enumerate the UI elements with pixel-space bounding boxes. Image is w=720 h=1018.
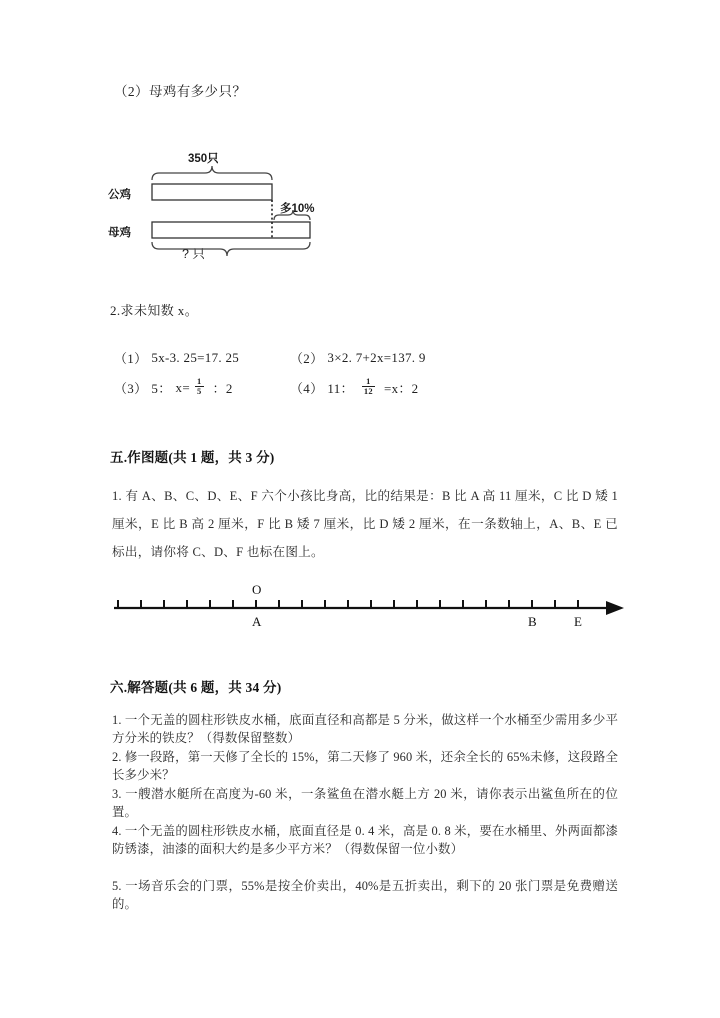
number-line-label-O: O	[252, 582, 262, 597]
bar-difference-label: 多10%	[280, 203, 315, 215]
equation-4-prefix: 11：	[327, 381, 354, 396]
bar-diagram-graphic	[100, 150, 460, 265]
section-six-question-5: 5. 一场音乐会的门票，55%是按全价卖出，40%是五折卖出，剩下的 20 张门票是免费赠送的。	[112, 879, 618, 911]
number-line-label-E: E	[574, 614, 582, 629]
axis-arrow-icon	[606, 601, 624, 615]
equation-4	[290, 378, 418, 397]
bar-top-brace-label: 350只	[188, 153, 219, 165]
equation-4-denominator: 12	[363, 386, 373, 396]
difference-brace-icon	[274, 210, 310, 220]
bar-row1-label: 公鸡	[108, 189, 131, 201]
equation-1-index: （1）	[114, 351, 148, 366]
chicken-bar-diagram	[100, 150, 460, 265]
equation-3-denominator: 5	[196, 386, 202, 396]
equation-3-fraction	[195, 377, 204, 396]
question-2-prompt: （2）母鸡有多少只？	[114, 84, 247, 99]
number-line-label-B: B	[528, 614, 537, 629]
equation-3-index: （3）	[114, 381, 148, 396]
rooster-bar	[152, 184, 272, 200]
section-six-question-1: 1. 一个无盖的圆柱形铁皮水桶，底面直径和高都是 5 分米，做这样一个水桶至少需用多少平方分米的铁皮？（得数保留整数）	[112, 713, 618, 745]
equation-4-numerator: 1	[366, 376, 371, 387]
number-line-graphic	[100, 578, 640, 640]
equation-3-suffix: ：2	[212, 381, 233, 396]
equation-3	[114, 378, 233, 397]
section-six-question-4: 4. 一个无盖的圆柱形铁皮水桶，底面直径是 0. 4 米，高是 0. 8 米，要在水桶里、外两面都漆防锈漆，油漆的面积大约是多少平方米？（得数保留一位小数）	[112, 824, 618, 856]
section-six-question-3: 3. 一艘潜水艇所在高度为-60 米，一条鲨鱼在潜水艇上方 20 米，请你表示出鲨鱼所在的位置。	[112, 787, 618, 819]
equation-2-index: （2）	[290, 351, 324, 366]
equation-3-variable: x=	[175, 379, 190, 395]
bar-bottom-brace-label: ? 只	[182, 247, 205, 261]
bottom-brace-icon	[152, 242, 310, 256]
section-six-question-2: 2. 修一段路，第一天修了全长的 15%，第二天修了 960 米，还余全长的 65%未修，这段路全长多少米？	[112, 750, 618, 782]
number-line-diagram	[100, 578, 640, 640]
equation-1	[114, 348, 239, 367]
equation-1-body: 5x-3. 25=17. 25	[151, 349, 240, 365]
equation-4-index: （4）	[290, 381, 324, 396]
axis-ticks	[118, 600, 578, 608]
equation-4-suffix: =x：2	[383, 381, 419, 396]
number-line-label-A: A	[252, 614, 262, 629]
hen-bar	[152, 222, 310, 238]
section-five-title: 五.作图题(共 1 题，共 3 分)	[110, 450, 275, 465]
equation-3-prefix: 5：	[151, 381, 172, 396]
equation-2-body: 3×2. 7+2x=137. 9	[327, 349, 426, 365]
equation-2	[290, 348, 426, 367]
section-six-title: 六.解答题(共 6 题，共 34 分)	[110, 680, 282, 695]
equation-4-fraction	[362, 377, 375, 396]
top-brace-icon	[152, 166, 272, 180]
bar-row2-label: 母鸡	[108, 227, 131, 239]
unknowns-prompt: 2.求未知数 x。	[110, 303, 199, 318]
section-five-question: 1. 有 A、B、C、D、E、F 六个小孩比身高，比的结果是：B 比 A 高 11 厘米，C 比 D 矮 1 厘米，E 比 B 高 2 厘米，F 比 B 矮 7 厘米，比 D 矮 2 厘米，在一条数轴上，A、B、E 已标出，请你将 C、D、F 也标在图上。	[112, 489, 618, 559]
equation-3-numerator: 1	[196, 376, 202, 387]
